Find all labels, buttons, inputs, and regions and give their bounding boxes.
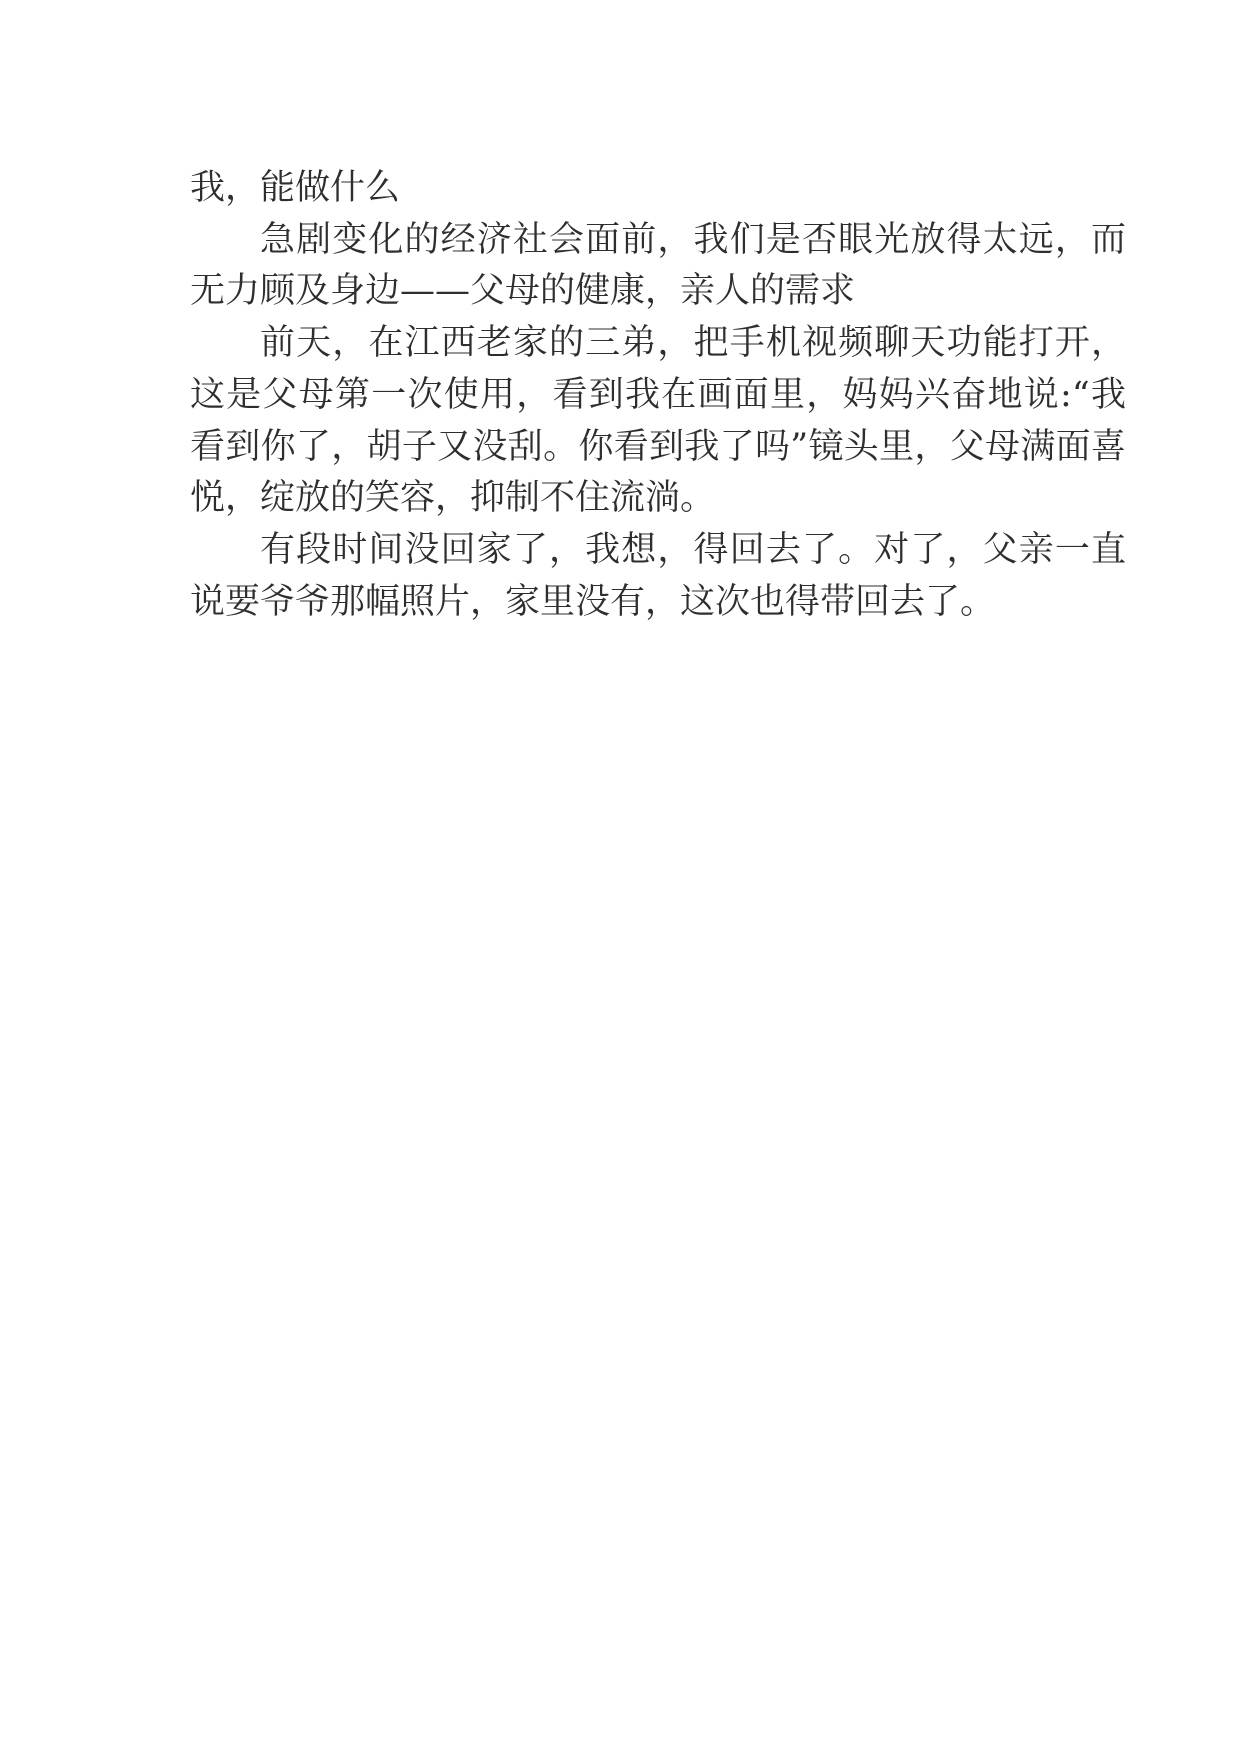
- paragraph: 前天，在江西老家的三弟，把手机视频聊天功能打开，这是父母第一次使用，看到我在画面里，妈妈兴奋地说:“我看到你了，胡子又没刮。你看到我了吗”镜头里，父母满面喜悦，绽放的笑容，抑制不住流淌。: [190, 323, 1126, 519]
- paragraph: 有段时间没回家了，我想，得回去了。对了，父亲一直说要爷爷那幅照片，家里没有，这次也得带回去了。: [190, 529, 1126, 622]
- paragraph: 急剧变化的经济社会面前，我们是否眼光放得太远，而无力顾及身边——父母的健康，亲人的需求: [190, 219, 1126, 312]
- paragraph-title-line: 我，能做什么: [190, 168, 401, 208]
- document-body: [190, 163, 1126, 628]
